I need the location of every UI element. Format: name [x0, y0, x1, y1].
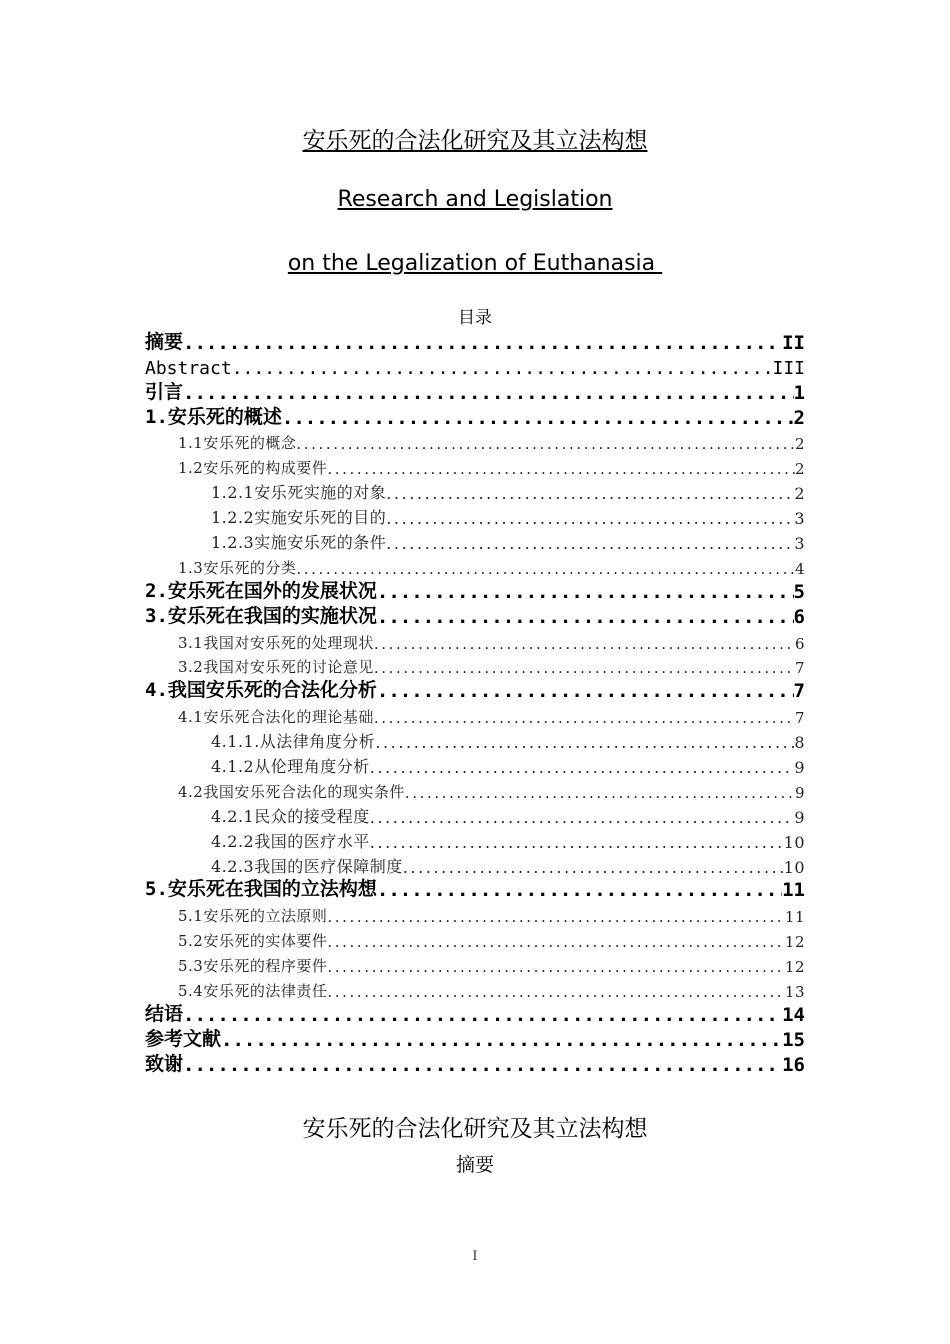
toc-dot-leader	[370, 833, 784, 852]
toc-dot-leader	[327, 908, 785, 926]
toc-entry[interactable]	[145, 777, 805, 802]
toc-entry[interactable]	[145, 877, 805, 902]
toc-dot-leader	[183, 382, 794, 404]
toc-entry-page: 3	[794, 509, 805, 529]
toc-entry-title: 3.1我国对安乐死的处理现状	[178, 633, 374, 652]
toc-dot-leader	[374, 709, 795, 727]
toc-entry-page: 2	[794, 484, 805, 504]
toc-dot-leader	[327, 958, 785, 976]
toc-entry-page: 14	[782, 1003, 805, 1026]
toc-entry[interactable]	[145, 852, 805, 877]
toc-entry-page: 7	[794, 659, 805, 678]
toc-entry[interactable]	[145, 827, 805, 852]
toc-entry-page: 8	[794, 733, 805, 753]
toc-entry-page: 9	[794, 807, 805, 827]
toc-dot-leader	[374, 635, 795, 653]
toc-dot-leader	[370, 758, 795, 777]
toc-dot-leader	[405, 784, 795, 802]
toc-entry-page: III	[772, 357, 805, 379]
toc-entry[interactable]	[145, 1051, 805, 1076]
toc-dot-leader	[386, 534, 794, 553]
toc-entry-page: 7	[793, 680, 805, 703]
toc-entry-page: 10	[783, 857, 805, 877]
toc-dot-leader	[327, 983, 785, 1001]
toc-entry[interactable]	[145, 354, 805, 379]
abstract-heading: 摘要	[455, 1154, 494, 1176]
toc-entry-title: 5.4安乐死的法律责任	[178, 982, 328, 1001]
toc-entry[interactable]	[145, 453, 805, 478]
toc-entry-title: 4.2.3我国的医疗保障制度	[211, 856, 403, 876]
toc-dot-leader	[327, 933, 785, 951]
toc-entry[interactable]	[145, 1001, 805, 1026]
toc-entry[interactable]	[145, 653, 805, 678]
toc-entry-page: 9	[794, 783, 805, 802]
toc-dot-leader	[377, 606, 794, 628]
toc-entry-page: 9	[794, 758, 805, 778]
toc-entry[interactable]	[145, 404, 805, 429]
toc-entry-title: 4.2.2我国的医疗水平	[211, 831, 370, 851]
toc-entry[interactable]	[145, 752, 805, 777]
toc-dot-leader	[232, 358, 773, 379]
toc-entry[interactable]	[145, 802, 805, 827]
page-number: I	[472, 1249, 478, 1264]
toc-entry-title: 结语	[145, 1002, 184, 1025]
toc-entry-title: 4.1.2从伦理角度分析	[211, 757, 370, 777]
toc-dot-leader	[374, 659, 795, 677]
toc-dot-leader	[403, 858, 784, 877]
toc-entry-title: 参考文献	[145, 1027, 222, 1050]
toc-entry-title: 5.3安乐死的程序要件	[178, 957, 328, 976]
toc-entry-title: 1.2.2实施安乐死的目的	[211, 508, 387, 528]
toc-entry-page: II	[782, 331, 805, 354]
toc-entry-title: 摘要	[145, 330, 184, 353]
toc-entry-page: 11	[784, 908, 805, 927]
toc-dot-leader	[183, 1004, 782, 1026]
toc-dot-leader	[370, 808, 795, 827]
toc-entry-page: 7	[794, 709, 805, 728]
toc-entry-title: 1.1安乐死的概念	[178, 434, 297, 453]
toc-entry[interactable]	[145, 329, 805, 354]
toc-entry[interactable]	[145, 628, 805, 653]
toc-entry-title: 4.1.1.从法律角度分析	[211, 732, 376, 752]
toc-dot-leader	[377, 581, 794, 603]
toc-entry-title: 2.安乐死在国外的发展状况	[145, 579, 377, 602]
toc-entry[interactable]	[145, 503, 805, 528]
toc-entry[interactable]	[145, 677, 805, 702]
toc-entry-page: 16	[782, 1053, 805, 1076]
toc-entry-page: 10	[783, 832, 805, 852]
toc-entry-title: 致谢	[145, 1052, 184, 1075]
toc-entry-page: 12	[784, 958, 805, 977]
toc-entry-title: 4.2.1民众的接受程度	[211, 806, 370, 826]
document-title-english-line1: Research and Legislation	[337, 187, 613, 212]
body-title: 安乐死的合法化研究及其立法构想	[302, 1116, 648, 1142]
toc-entry-page: 6	[793, 605, 805, 628]
toc-entry[interactable]	[145, 926, 805, 951]
toc-entry[interactable]	[145, 553, 805, 578]
toc-entry-title: 5.1安乐死的立法原则	[178, 907, 328, 926]
toc-entry-page: 5	[793, 580, 805, 603]
toc-heading: 目录	[458, 308, 492, 328]
toc-dot-leader	[386, 484, 794, 503]
toc-entry-title: 引言	[145, 380, 184, 403]
toc-entry-page: 3	[794, 534, 805, 554]
toc-entry-page: 12	[784, 933, 805, 952]
toc-entry-page: 6	[794, 634, 805, 653]
toc-entry-title: 4.我国安乐死的合法化分析	[145, 679, 377, 702]
toc-entry-title: 1.2.3实施安乐死的条件	[211, 533, 387, 553]
toc-entry-title: 1.安乐死的概述	[145, 405, 282, 428]
toc-entry[interactable]	[145, 727, 805, 752]
toc-dot-leader	[183, 332, 782, 354]
toc-dot-leader	[327, 460, 795, 478]
toc-entry-title: 1.2.1安乐死实施的对象	[211, 483, 387, 503]
toc-dot-leader	[282, 407, 794, 429]
toc-entry-page: 4	[794, 559, 805, 578]
toc-dot-leader	[221, 1029, 782, 1051]
toc-entry-page: 1	[793, 381, 805, 404]
toc-entry[interactable]	[145, 901, 805, 926]
toc-entry[interactable]	[145, 1026, 805, 1051]
toc-dot-leader	[375, 733, 794, 752]
toc-dot-leader	[377, 680, 794, 702]
toc-entry[interactable]	[145, 528, 805, 553]
toc-dot-leader	[296, 435, 795, 453]
toc-entry[interactable]	[145, 379, 805, 404]
toc-entry[interactable]	[145, 478, 805, 503]
toc-entry-page: 2	[794, 460, 805, 479]
toc-entry-page: 11	[782, 879, 805, 902]
toc-entry-title: 1.3安乐死的分类	[178, 558, 297, 577]
toc-entry-title: 3.2我国对安乐死的讨论意见	[178, 658, 374, 677]
toc-entry[interactable]	[145, 578, 805, 603]
toc-entry-title: Abstract	[145, 357, 232, 379]
toc-entry-page: 15	[782, 1028, 805, 1051]
toc-entry-title: 5.安乐死在我国的立法构想	[145, 878, 377, 901]
toc-dot-leader	[296, 560, 795, 578]
toc-entry-title: 1.2安乐死的构成要件	[178, 459, 328, 478]
toc-dot-leader	[183, 1054, 782, 1076]
toc-entry-page: 2	[793, 406, 805, 429]
toc-entry[interactable]	[145, 429, 805, 454]
toc-dot-leader	[386, 509, 794, 528]
toc-entry-title: 4.2我国安乐死合法化的现实条件	[178, 782, 405, 801]
toc-entry-page: 2	[794, 435, 805, 454]
toc-entry[interactable]	[145, 951, 805, 976]
toc-entry[interactable]	[145, 976, 805, 1001]
document-title-chinese: 安乐死的合法化研究及其立法构想	[302, 128, 648, 154]
toc-entry[interactable]	[145, 603, 805, 628]
document-title-english-line2: on the Legalization of Euthanasia	[287, 251, 663, 276]
toc-entry-title: 4.1安乐死合法化的理论基础	[178, 708, 374, 727]
toc-dot-leader	[377, 879, 782, 901]
toc-entry[interactable]	[145, 702, 805, 727]
toc-entry-title: 3.安乐死在我国的实施状况	[145, 604, 377, 627]
toc-entry-page: 13	[784, 983, 805, 1002]
table-of-contents	[145, 329, 805, 1076]
toc-entry-title: 5.2安乐死的实体要件	[178, 932, 328, 951]
